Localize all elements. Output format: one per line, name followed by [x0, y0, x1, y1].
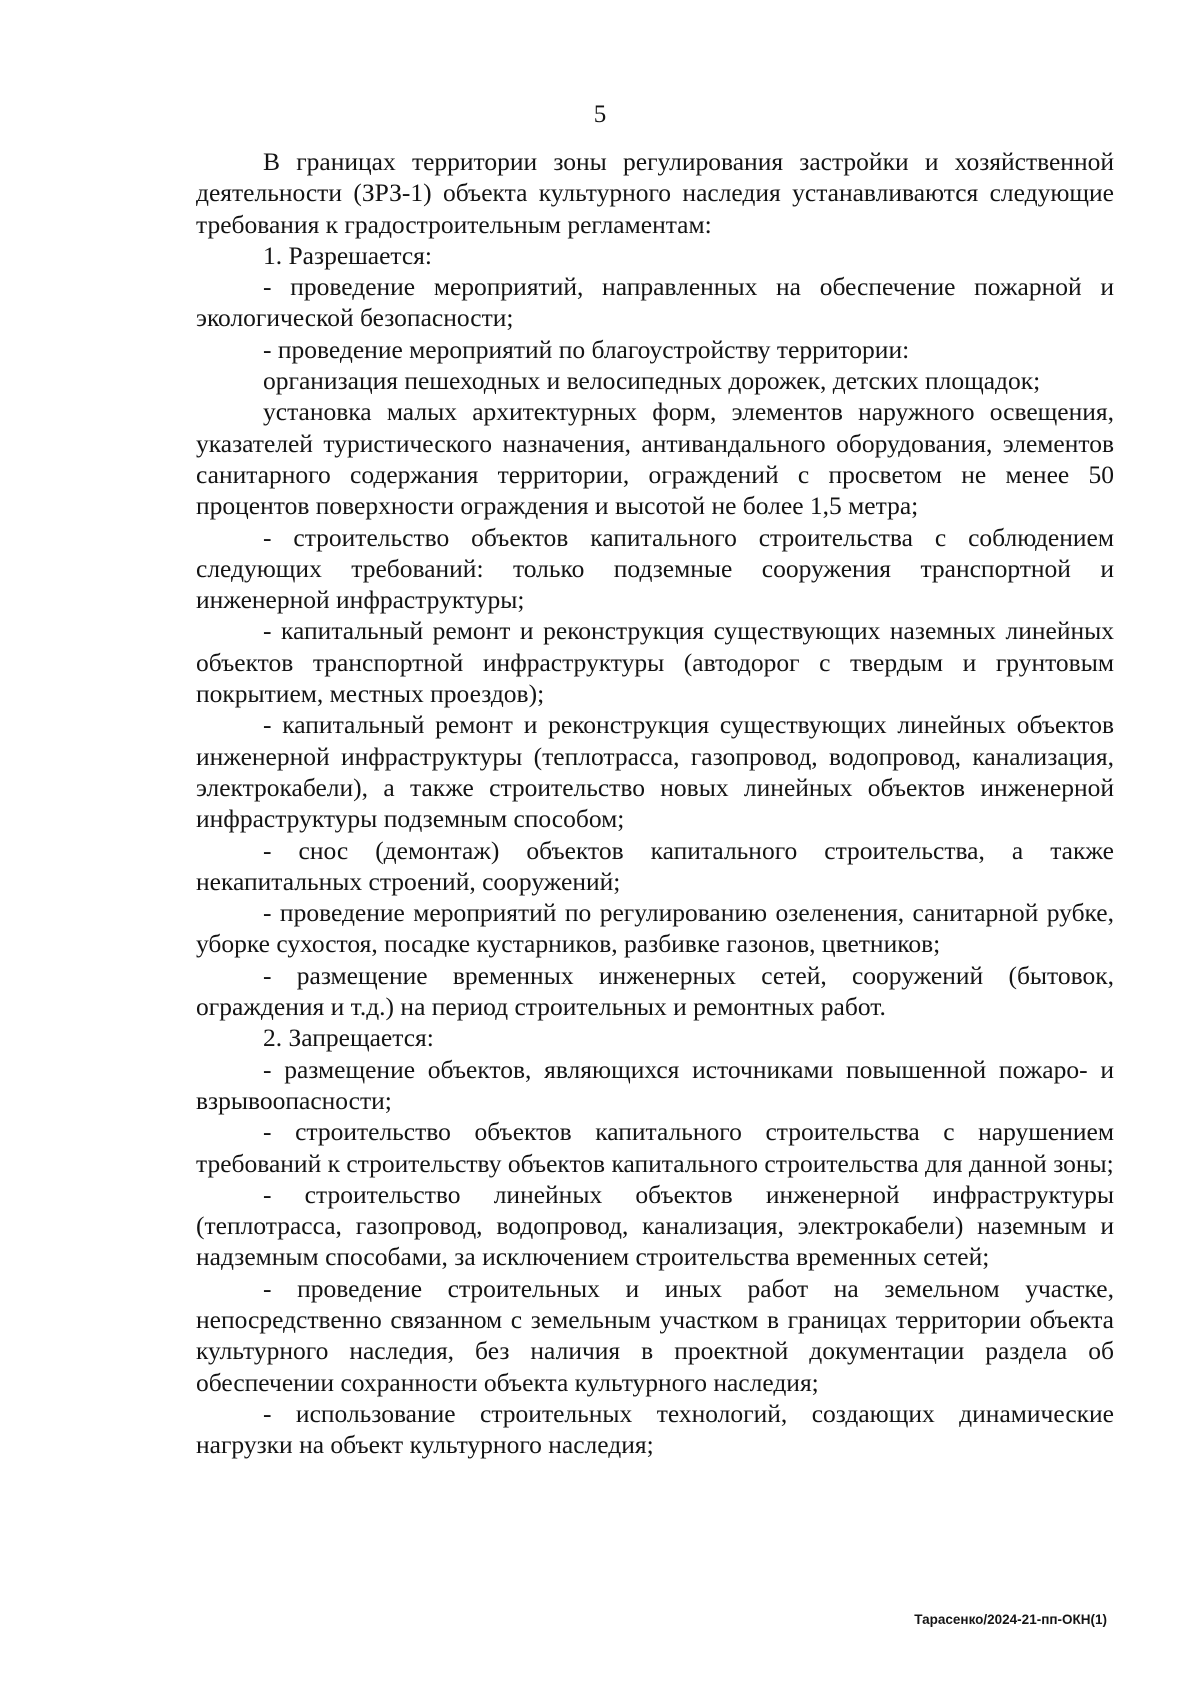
list-item: - проведение мероприятий, направленных на обеспечение пожарной и экологической безопасности; — [196, 272, 1114, 333]
list-item: - капитальный ремонт и реконструкция существующих наземных линейных объектов транспортной инфраструктуры (автодорог с твердым и грунтовым покрытием, местных проездов); — [196, 616, 1114, 709]
list-item: - капитальный ремонт и реконструкция существующих линейных объектов инженерной инфраструктуры (теплотрасса, газопровод, водопровод, канализация, электрокабели), а также строительство новых линейных объектов инженерной инфраструктуры подземным способом; — [196, 710, 1114, 834]
list-item: организация пешеходных и велосипедных дорожек, детских площадок; — [263, 366, 1041, 396]
list-item: - снос (демонтаж) объектов капитального строительства, а также некапитальных строений, сооружений; — [196, 835, 1114, 896]
section-heading-permitted: 1. Разрешается: — [263, 240, 432, 270]
list-item: - проведение мероприятий по регулированию озеленения, санитарной рубке, уборке сухостоя, посадке кустарников, разбивке газонов, цветников; — [196, 898, 1114, 959]
intro-paragraph: В границах территории зоны регулирования застройки и хозяйственной деятельности (ЗРЗ-1) объекта культурного наследия устанавливаются следующие требования к градостроительным регламентам: — [196, 147, 1114, 239]
list-item: установка малых архитектурных форм, элементов наружного освещения, указателей туристического назначения, антивандального оборудования, элементов санитарного содержания территории, ограждений с просветом не менее 50 процентов поверхности ограждения и высотой не более 1,5 метра; — [196, 397, 1114, 521]
list-item: - строительство объектов капитального строительства с нарушением требований к строительству объектов капитального строительства для данной зоны; — [196, 1117, 1114, 1178]
page-number: 5 — [593, 101, 607, 128]
document-reference-code: Тарасенко/2024-21-пп-ОКН(1) — [914, 1612, 1107, 1627]
document-body — [196, 146, 1114, 1460]
list-item: - строительство объектов капитального строительства с соблюдением следующих требований: только подземные сооружения транспортной и инженерной инфраструктуры; — [196, 522, 1114, 615]
list-item: - проведение мероприятий по благоустройству территории: — [263, 334, 910, 364]
section-heading-prohibited: 2. Запрещается: — [263, 1023, 434, 1053]
list-item: - размещение временных инженерных сетей, сооружений (бытовок, ограждения и т.д.) на период строительных и ремонтных работ. — [196, 960, 1114, 1022]
list-item: - размещение объектов, являющихся источниками повышенной пожаро- и взрывоопасности; — [196, 1054, 1114, 1115]
list-item: - использование строительных технологий, создающих динамические нагрузки на объект культурного наследия; — [196, 1398, 1114, 1460]
list-item: - строительство линейных объектов инженерной инфраструктуры (теплотрасса, газопровод, водопровод, канализация, электрокабели) наземным и надземным способами, за исключением строительства временных сетей; — [196, 1179, 1114, 1272]
list-item: - проведение строительных и иных работ на земельном участке, непосредственно связанном с земельным участком в границах территории объекта культурного наследия, без наличия в проектной документации раздела об обеспечении сохранности объекта культурного наследия; — [196, 1273, 1114, 1397]
